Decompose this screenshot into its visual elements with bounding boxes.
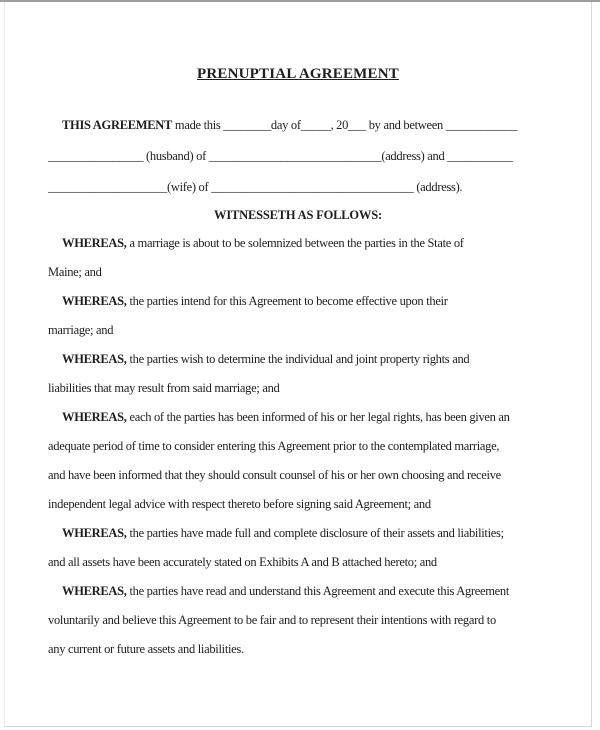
whereas-clauses bbox=[48, 229, 548, 664]
blank-party1-field: ____________ bbox=[445, 118, 518, 132]
whereas-text: the parties have read and understand this Agreement and execute this Agreement bbox=[126, 584, 510, 598]
document-content bbox=[5, 63, 591, 664]
whereas-clause-1-line-2: Maine; and bbox=[48, 265, 102, 279]
whereas-clause-4-line-4: independent legal advice with respect thereto before signing said Agreement; and bbox=[48, 497, 431, 511]
blank-day-field: ________ bbox=[223, 118, 271, 132]
whereas-clause-4-line-1 bbox=[48, 403, 548, 432]
whereas-clause-5-line-2: and all assets have been accurately stated on Exhibits A and B attached hereto; and bbox=[48, 555, 437, 569]
witnesseth-heading: WITNESSETH AS FOLLOWS: bbox=[214, 208, 382, 222]
whereas-text: each of the parties has been informed of his or her legal rights, has been given an bbox=[126, 410, 510, 424]
whereas-lead: WHEREAS, bbox=[62, 294, 127, 308]
intro-text-by-and-between: by and between bbox=[365, 118, 446, 132]
whereas-clause-2-line-2: marriage; and bbox=[48, 323, 114, 337]
whereas-text: the parties intend for this Agreement to become effective upon their bbox=[126, 294, 448, 308]
whereas-clause-3 bbox=[48, 345, 548, 403]
whereas-clause-5-line-1 bbox=[48, 519, 548, 548]
whereas-lead: WHEREAS, bbox=[62, 584, 127, 598]
whereas-clause-4-line-2: adequate period of time to consider entering this Agreement prior to the contemplated marriage, bbox=[48, 439, 500, 453]
whereas-clause-1 bbox=[48, 229, 548, 287]
document-page bbox=[4, 2, 592, 727]
whereas-lead: WHEREAS, bbox=[62, 410, 127, 424]
whereas-clause-5 bbox=[48, 519, 548, 577]
intro-line-2-husband: ________________ (husband) of _____________________________(address) and ___________ bbox=[48, 149, 513, 163]
whereas-clause-3-line-1 bbox=[48, 345, 548, 374]
document-title: PRENUPTIAL AGREEMENT bbox=[197, 66, 399, 82]
intro-text-year-prefix: , 20 bbox=[330, 118, 349, 132]
whereas-lead: WHEREAS, bbox=[62, 352, 127, 366]
whereas-clause-6-line-1 bbox=[48, 577, 548, 606]
whereas-clause-3-line-2: liabilities that may result from said marriage; and bbox=[48, 381, 280, 395]
whereas-text: a marriage is about to be solemnized between the parties in the State of bbox=[126, 236, 464, 250]
whereas-clause-2-line-1 bbox=[48, 287, 548, 316]
whereas-clause-6-line-2: voluntarily and believe this Agreement to be fair and to represent their intentions with regard to bbox=[48, 613, 496, 627]
whereas-clause-6 bbox=[48, 577, 548, 664]
intro-line-3-wife: ____________________(wife) of __________________________________ (address). bbox=[48, 180, 463, 194]
whereas-clause-4 bbox=[48, 403, 548, 519]
intro-lead-text: THIS AGREEMENT bbox=[62, 118, 173, 132]
whereas-clause-1-line-1 bbox=[48, 229, 548, 258]
blank-year-field: ___ bbox=[348, 118, 366, 132]
whereas-clause-2 bbox=[48, 287, 548, 345]
whereas-clause-4-line-3: and have been informed that they should consult counsel of his or her own choosing and receive bbox=[48, 468, 501, 482]
whereas-text: the parties wish to determine the individual and joint property rights and bbox=[126, 352, 470, 366]
whereas-lead: WHEREAS, bbox=[62, 236, 127, 250]
intro-text-day-of: day of bbox=[270, 118, 301, 132]
whereas-clause-6-line-3: any current or future assets and liabilities. bbox=[48, 642, 244, 656]
whereas-text: the parties have made full and complete disclosure of their assets and liabilities; bbox=[126, 526, 504, 540]
whereas-lead: WHEREAS, bbox=[62, 526, 127, 540]
blank-month-field: _____ bbox=[300, 118, 331, 132]
intro-text-made-this: made this bbox=[172, 118, 224, 132]
intro-line-1 bbox=[48, 110, 548, 141]
agreement-intro bbox=[48, 110, 548, 203]
